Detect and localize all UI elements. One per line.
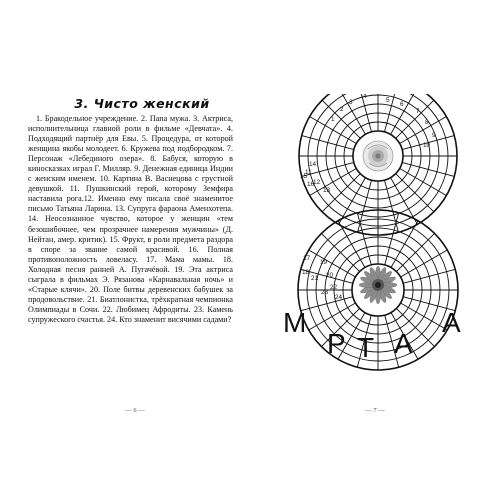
bottom-cell-number: 21 [311, 275, 319, 282]
big-letter: Р [327, 328, 346, 359]
top-cell-number: 1 [331, 116, 335, 123]
bottom-cell-number: 17 [303, 255, 311, 262]
top-spoke [396, 174, 434, 212]
right-page [250, 0, 500, 500]
top-cell-number: 14 [309, 161, 317, 168]
top-cell-number: 10 [423, 142, 431, 149]
top-spoke [391, 94, 418, 134]
top-cell-number: 5 [386, 97, 390, 104]
big-letter: А [442, 307, 461, 338]
top-cell-number: 13 [323, 187, 331, 194]
page-number-left: — 6 — [125, 407, 145, 414]
page-title: 3. Чисто женский [74, 96, 210, 111]
bottom-cell-number: 24 [335, 294, 343, 301]
bottom-cell-number: 20 [326, 272, 334, 279]
bottom-spoke [321, 233, 359, 271]
top-cell-number: 15 [300, 173, 308, 180]
top-cell-number: 3 [349, 99, 353, 106]
top-cell-number: 9 [432, 132, 436, 139]
big-letter: Т [357, 332, 375, 363]
bottom-cell-number: 23 [321, 289, 329, 296]
top-cell-number: 4 [363, 94, 367, 100]
top-cell-number: 7 [416, 108, 420, 115]
top-cell-number: 12 [313, 179, 321, 186]
top-cell-number: 16 [307, 181, 315, 188]
bottom-cell-number: 18 [302, 269, 310, 276]
clues-text: 1. Бракодельное учреждение. 2. Папа мужа. 3. Актриса, исполнительница главной роли в фильме «Девчата». 4. Подходящий партнёр для Евы. 5. Процедура, от которой женщина якобы молодеет. 6. Кружева под подбородком. 7. Персонаж «Лебединого озера». 8. Бабуся, которую в киносказках играл Г. Милляр. 9. Денежная единица Индии с женским именем. 10. Картина В. Васнецова с грустной девушкой. 11. Пушкинский герой, которому Земфира наставила рога.12. Именно ему писала своё знаменитое письмо Татьяна Ларина. 13. Супруга фараона Аменхотепа. 14. Неосознанное чувство, которое у женщин «тем безошибочнее, чем прозрачнее намерения мужчины» (Д. Нейтан, амер. критик). 15. Фрукт, в роли предмета раздора в споре за звание самой красивой. 16. Полная противоположность ловеласу. 17. Мама мамы. 18. Холодная песня ранней А. Пугачёвой. 19. Эта актриса сыграла в фильмах Э. Рязанова «Карнавальная ночь» и «Старые клячи». 20. Поле битвы деревенских бабушек за продовольствие. 21. Биатлонистка, трёхкратная чемпионка Олимпиады в Сочи. 22. Любимец Афродиты. 23. Камень супружеского счастья. 24. Кто знаменит висячими садами? [28, 114, 233, 324]
bottom-spoke [396, 233, 434, 271]
rose-image [363, 141, 393, 171]
top-cell-number: 11 [305, 169, 312, 176]
figure-eight-crossword [283, 94, 473, 394]
page-number-right: — 7 — [365, 407, 385, 414]
gerbera-image [359, 266, 397, 304]
top-cell-number: 8 [425, 119, 429, 126]
top-cell-number: 2 [340, 106, 344, 113]
top-cell-number: 6 [400, 101, 404, 108]
big-letter: А [394, 328, 413, 359]
big-letter: М [283, 307, 307, 338]
bottom-cell-number: 22 [330, 284, 338, 291]
bottom-cell-number: 19 [320, 259, 328, 266]
